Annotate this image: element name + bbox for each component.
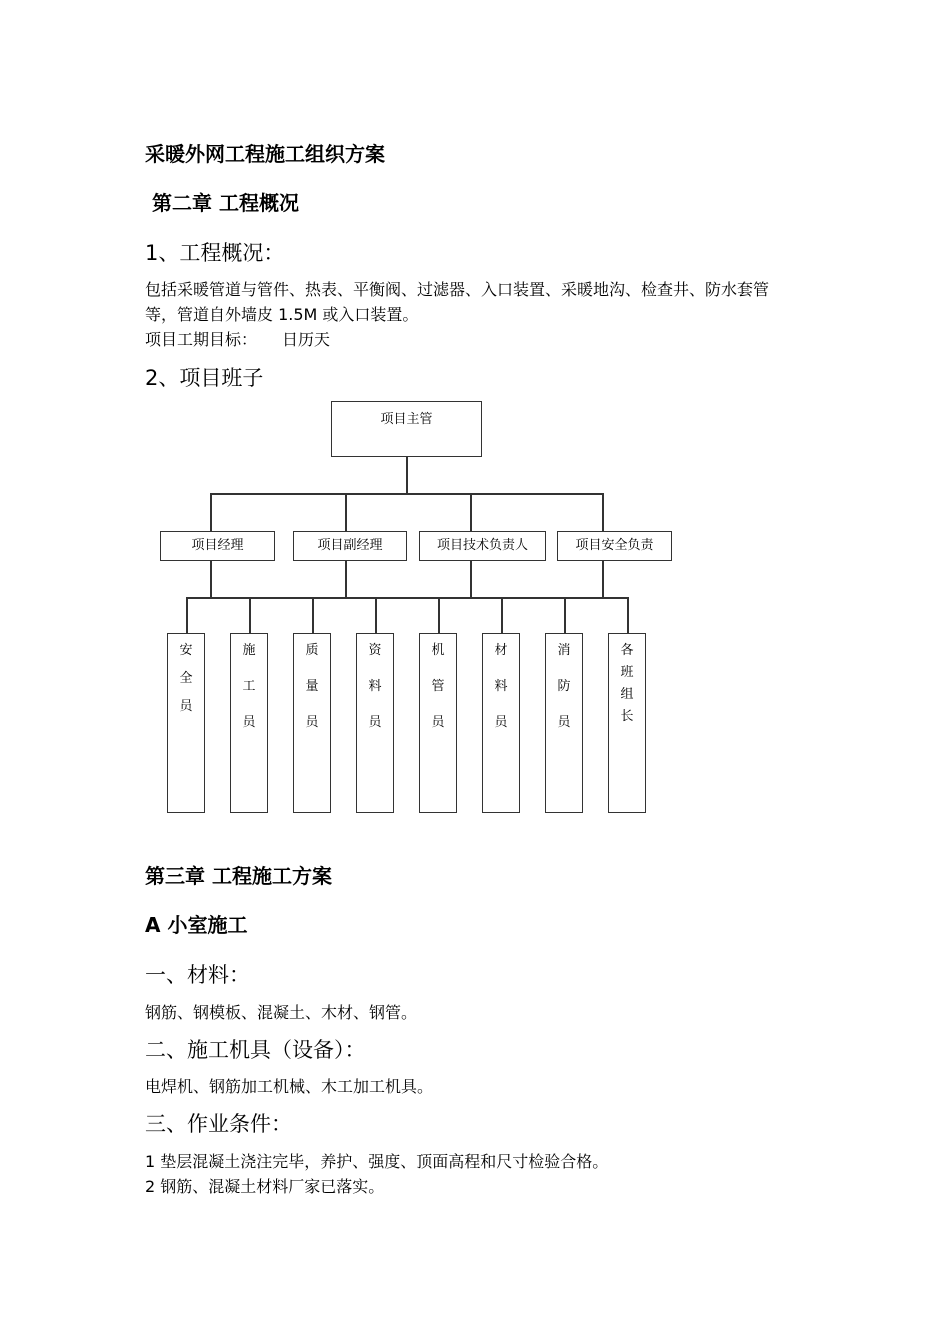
org-connector bbox=[627, 597, 629, 633]
org-staff-char: 材 bbox=[494, 643, 508, 658]
org-staff-char: 质 bbox=[305, 643, 319, 658]
org-staff-char: 量 bbox=[305, 679, 319, 694]
org-staff-char: 员 bbox=[431, 715, 445, 730]
org-staff-box bbox=[419, 633, 457, 813]
org-staff-box bbox=[482, 633, 520, 813]
org-connector bbox=[312, 597, 314, 633]
conditions-heading: 三、作业条件： bbox=[145, 1112, 292, 1136]
org-staff-char: 各 bbox=[620, 643, 634, 658]
org-staff-char: 班 bbox=[620, 665, 634, 680]
org-staff-box bbox=[608, 633, 646, 813]
org-connector bbox=[438, 597, 440, 633]
org-staff-char: 员 bbox=[242, 715, 256, 730]
tools-heading: 二、施工机具（设备）： bbox=[145, 1038, 366, 1062]
org-connector bbox=[210, 493, 212, 531]
org-staff-char: 资 bbox=[368, 643, 382, 658]
section-2-heading: 2、项目班子 bbox=[145, 366, 264, 390]
org-connector bbox=[564, 597, 566, 633]
condition-2: 2 钢筋、混凝土材料厂家已落实。 bbox=[145, 1177, 385, 1196]
schedule-label: 项目工期目标： bbox=[145, 330, 258, 349]
org-staff-box bbox=[356, 633, 394, 813]
org-staff-char: 机 bbox=[431, 643, 445, 658]
section-1-paragraph-line-2: 等，管道自外墙皮 1.5M 或入口装置。 bbox=[145, 305, 419, 324]
condition-1: 1 垫层混凝土浇注完毕，养护、强度、顶面高程和尺寸检验合格。 bbox=[145, 1152, 609, 1171]
org-staff-char: 管 bbox=[431, 679, 445, 694]
subsection-a-heading: A 小室施工 bbox=[145, 913, 248, 937]
org-connector bbox=[210, 493, 603, 495]
org-staff-box bbox=[293, 633, 331, 813]
chapter-3-heading: 第三章 工程施工方案 bbox=[145, 864, 332, 888]
org-staff-char: 施 bbox=[242, 643, 256, 658]
org-root-box: 项目主管 bbox=[331, 401, 482, 457]
org-staff-char: 防 bbox=[557, 679, 571, 694]
org-connector bbox=[186, 597, 628, 599]
section-1-heading: 1、工程概况： bbox=[145, 241, 285, 265]
org-connector bbox=[406, 457, 408, 494]
org-connector bbox=[186, 597, 188, 633]
org-connector bbox=[470, 561, 472, 598]
schedule-value: 日历天 bbox=[282, 330, 331, 349]
org-connector bbox=[375, 597, 377, 633]
org-staff-char: 料 bbox=[494, 679, 508, 694]
chapter-2-heading: 第二章 工程概况 bbox=[152, 191, 299, 215]
org-staff-char: 员 bbox=[179, 699, 193, 714]
org-staff-char: 长 bbox=[620, 709, 634, 724]
org-staff-char: 安 bbox=[179, 643, 193, 658]
org-staff-char: 员 bbox=[557, 715, 571, 730]
org-manager-box: 项目经理 bbox=[160, 531, 275, 561]
org-staff-box bbox=[545, 633, 583, 813]
section-1-paragraph-line-1: 包括采暖管道与管件、热表、平衡阀、过滤器、入口装置、采暖地沟、检查井、防水套管 bbox=[145, 280, 770, 299]
org-manager-box: 项目副经理 bbox=[293, 531, 407, 561]
org-staff-char: 组 bbox=[620, 687, 634, 702]
org-staff-box bbox=[167, 633, 205, 813]
org-staff-char: 料 bbox=[368, 679, 382, 694]
org-staff-box bbox=[230, 633, 268, 813]
org-staff-char: 消 bbox=[557, 643, 571, 658]
org-manager-box: 项目安全负责 bbox=[557, 531, 672, 561]
tools-text: 电焊机、钢筋加工机械、木工加工机具。 bbox=[145, 1077, 434, 1096]
org-connector bbox=[602, 493, 604, 531]
materials-text: 钢筋、钢模板、混凝土、木材、钢管。 bbox=[145, 1003, 418, 1022]
org-connector bbox=[210, 561, 212, 598]
org-staff-char: 工 bbox=[242, 679, 256, 694]
org-staff-char: 员 bbox=[494, 715, 508, 730]
org-staff-char: 员 bbox=[305, 715, 319, 730]
document-title: 采暖外网工程施工组织方案 bbox=[145, 142, 385, 166]
org-connector bbox=[249, 597, 251, 633]
org-staff-char: 员 bbox=[368, 715, 382, 730]
org-connector bbox=[470, 493, 472, 531]
materials-heading: 一、材料： bbox=[145, 963, 250, 987]
org-manager-box: 项目技术负责人 bbox=[419, 531, 546, 561]
org-connector bbox=[501, 597, 503, 633]
org-connector bbox=[345, 561, 347, 598]
org-staff-char: 全 bbox=[179, 671, 193, 686]
org-connector bbox=[345, 493, 347, 531]
org-connector bbox=[602, 561, 604, 598]
